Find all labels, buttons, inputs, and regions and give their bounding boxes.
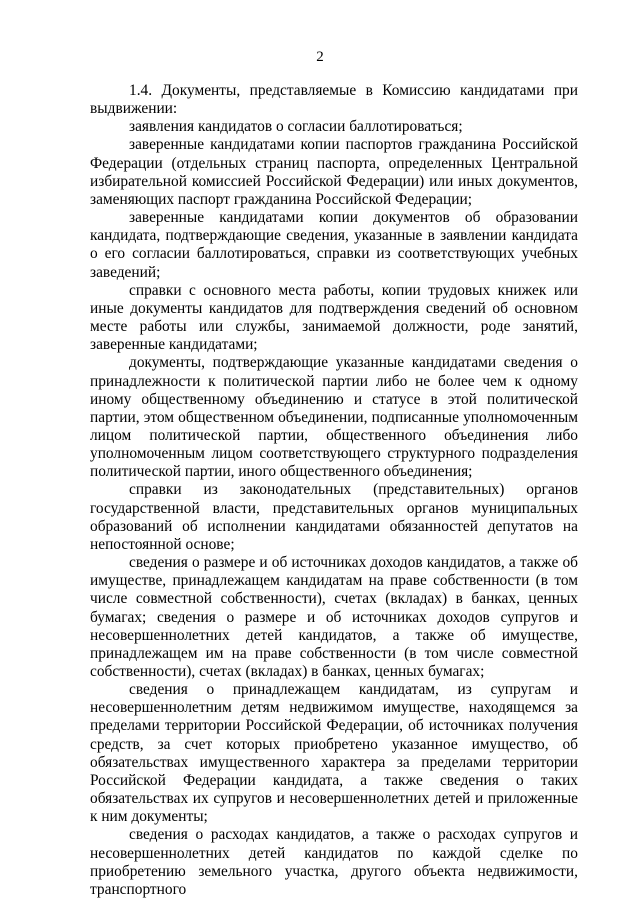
list-item-expenses-info: сведения о расходах кандидатов, а также о расходах супругов и несовершеннолетних детей кандидатов по каждой сделке по приобретению земельного участка, другого объекта недвижимости, транспортного (90, 826, 578, 898)
document-body (90, 82, 578, 899)
list-item-deputy-duties-certificates: справки из законодательных (представительных) органов государственной власти, представительных органов муниципальных образований об исполнении кандидатами обязанностей депутатов на непостоянной основе; (90, 481, 578, 553)
list-item-foreign-property-info: сведения о принадлежащем кандидатам, из супругам и несовершеннолетним детям недвижимом имуществе, находящемся за пределами территории Российской Федерации, об источниках получения средств, за счет которых приобретено указанное имущество, об обязательствах имущественного характера за пределами территории Российской Федерации кандидата, а также сведения о таких обязательствах их супругов и несовершеннолетних детей и приложенные к ним документы; (90, 681, 578, 826)
list-item-party-membership-documents: документы, подтверждающие указанные кандидатами сведения о принадлежности к политической партии либо не более чем к одному иному общественному объединению и статусе в этой политической партии, этом общественном объединении, подписанные уполномоченным лицом политической партии, общественного объединения либо уполномоченным лицом соответствующего структурного подразделения политической партии, иного общественного объединения; (90, 354, 578, 481)
list-item-income-property-info: сведения о размере и об источниках доходов кандидатов, а также об имуществе, принадлежащем кандидатам на праве собственности (в том числе совместной собственности), счетах (вкладах) в банках, ценных бумагах; сведения о размере и об источниках доходов супругов и несовершеннолетних детей кандидатов, а также об имуществе, принадлежащем им на праве собственности (в том числе совместной собственности), счетах (вкладах) в банках, ценных бумагах; (90, 554, 578, 680)
page-number: 2 (316, 49, 324, 65)
list-item-passport-copies: заверенные кандидатами копии паспортов гражданина Российской Федерации (отдельных страниц паспорта, определенных Центральной избирательной комиссией Российской Федерации) или иных документов, заменяющих паспорт гражданина Российской Федерации; (90, 136, 578, 208)
section-heading-1-4: 1.4. Документы, представляемые в Комиссию кандидатами при выдвижении: (90, 82, 578, 118)
list-item-education-documents: заверенные кандидатами копии документов об образовании кандидата, подтверждающие сведения, указанные в заявлении кандидата о его согласии баллотироваться, справки из соответствующих учебных заведений; (90, 209, 578, 281)
list-item-consent-statements: заявления кандидатов о согласии баллотироваться; (129, 118, 463, 136)
list-item-employment-certificates: справки с основного места работы, копии трудовых книжек или иные документы кандидатов для подтверждения сведений об основном месте работы или службы, занимаемой должности, роде занятий, заверенные кандидатами; (90, 281, 578, 354)
